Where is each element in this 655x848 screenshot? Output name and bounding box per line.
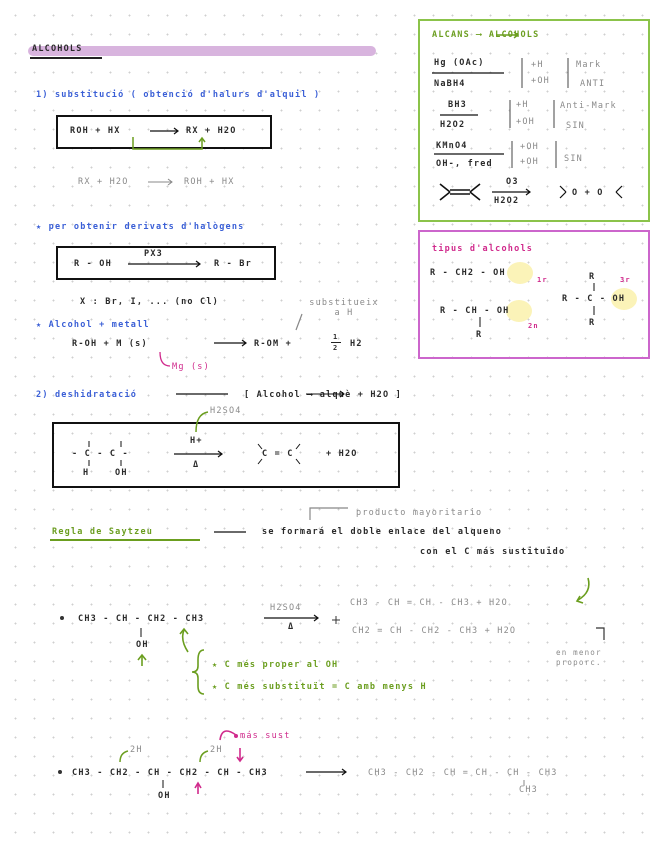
tipus-tertiary-r-bottom: R [589,318,596,328]
alcans-r1-bottom: NaBH4 [434,79,466,89]
metal-annotation: substitueix a H [309,298,379,318]
alcans-r1-right-top: Mark [576,60,602,70]
example-1-minor-note: en menor proporc. [556,648,602,667]
example-2-product-ch3: CH3 [519,785,538,795]
example-2-2h-a: 2H [130,745,143,755]
example-1-green-brace [192,650,204,694]
example-1-reagent-top: H2SO4 [270,603,302,613]
example-2-reactant: CH3 - CH2 - CH - CH2 - CH - CH3 [72,768,268,778]
metal-equation-right: R-OM + [254,339,292,349]
saytzeu-rule-text-1: se formará el doble enlace del alqueno [262,527,503,537]
metal-arrow [214,340,246,346]
example-1-major-product: CH3 - CH = CH - CH3 + H2O [350,598,508,608]
tipus-tertiary-label: 3r [620,276,631,284]
alcans-r2-mid-bottom: +OH [516,117,535,127]
example-2-arrow [306,769,346,775]
tipus-secondary-r: R [476,330,483,340]
halogen-reactant: R - OH [74,259,112,269]
alcans-r2-top: BH3 [448,100,467,110]
metal-equation-left: R-OH + M (s) [72,339,148,349]
alcans-title-arrow [496,32,518,38]
tipus-secondary: R - CH - OH [440,306,510,316]
section-2-heading: 2) deshidratació [36,390,138,400]
halogen-reagent: PX3 [144,249,163,259]
example-1-reactant: CH3 - CH - CH2 - CH3 [78,614,205,624]
ozonolysis-arrow [492,189,530,195]
alcans-r1-mid-top: +H [531,60,544,70]
metal-fraction-denominator: 2 [333,344,339,352]
example-1-minor-product: CH2 = CH - CH2 - CH3 + H2O [352,626,517,636]
dehydration-product: C = C [262,449,294,459]
alcans-r2-right-bottom: SIN [566,121,585,131]
saytzeu-major-note: producto mayoritario [356,508,483,518]
alcans-r2-mid-top: +H [516,100,529,110]
alcans-r3-mid-bottom: +OH [520,157,539,167]
saytzeu-rule-label: Regla de Saytzeu [52,527,154,537]
example-2-bullet-dot [58,770,62,774]
dehydration-arrow-bottom: Δ [193,460,200,470]
example-1-reactant-oh: OH [136,640,149,650]
alcans-r1-right-bottom: ANTI [580,79,606,89]
alcans-r3-bottom: OH-, fred [436,159,493,169]
alcans-r3-top: KMnO4 [436,141,468,151]
saytzeu-note-bracket [310,508,348,520]
example-2-green-hook-b [200,751,208,762]
alcans-r1-top: Hg (OAc) [434,58,485,68]
dehydration-summary-arrow [306,391,344,397]
example-2-mas-sust: más sust [240,731,291,741]
tipus-title: tipus d'alcohols [432,244,534,254]
catalyst-hook [196,412,208,432]
halogen-heading: ★ per obtenir derivats d'halògens [36,222,245,232]
alcans-r3-mid-top: +OH [520,142,539,152]
dehydration-product-bonds [258,444,300,464]
reverse-arrow [148,179,172,185]
alcans-r2-bottom: H2O2 [440,120,466,130]
dehydration-water: + H2O [326,449,358,459]
example-2-green-hook-a [120,751,128,762]
dehydration-arrow-top: H+ [190,436,203,446]
alcans-reaction-bars [432,73,504,154]
dehydration-box-arrow [174,451,222,457]
alcans-r1-mid-bottom: +OH [531,76,550,86]
reverse-reaction-right: ROH + HX [184,177,235,187]
example-2-product: CH3 - CH2 - CH = CH - CH - CH3 [368,768,558,778]
example-1-bullet-2: ★ C més substituït = C amb menys H [212,682,427,692]
mg-note-hook [160,352,170,366]
substitution-reactants: ROH + HX [70,126,121,136]
dehydration-catalyst: H2SO4 [210,406,242,416]
dehydration-reactant-h: H [83,468,90,478]
ozonolysis-top: O3 [506,177,519,187]
example-1-reagent-bottom: Δ [288,622,295,632]
example-1-arrow [264,615,318,621]
metal-fraction-numerator: 1 [333,333,339,341]
tipus-tertiary: R - C - OH [562,294,626,304]
tipus-tertiary-r-top: R [589,272,596,282]
alcans-r3-right: SIN [564,154,583,164]
example-1-bullet-dot [60,616,64,620]
alcans-separators [510,58,568,168]
dehydration-reactant: - C - C - [72,449,129,459]
ozonolysis-carbonyls [560,186,622,198]
tipus-primary: R - CH2 - OH [430,268,506,278]
section-1-heading: 1) substitució ( obtenció d'halurs d'alquil ) [36,90,321,100]
ozonolysis-bottom: H2O2 [494,196,520,206]
page-title: ALCOHOLS [32,44,83,54]
halogen-note: X : Br, I, ... (no Cl) [80,297,219,307]
example-1-bullet-1: ★ C més proper al OH [212,660,339,670]
metal-heading: ★ Alcohol + metall [36,320,150,330]
example-2-2h-b: 2H [210,745,223,755]
metal-h2: H2 [350,339,363,349]
ozonolysis-alkene [440,184,480,200]
reverse-reaction-left: RX + H2O [78,177,129,187]
substitution-exchange-arrow [133,137,205,149]
dehydration-reactant-oh: OH [115,468,128,478]
alcans-r2-right-top: Anti-Mark [560,101,617,111]
tipus-bonds [480,283,594,327]
dehydration-summary: [ Alcohol ⟶ alquè + H2O ] [244,390,402,400]
dehydration-reactant-bonds [89,441,121,466]
mas-sust-dot [234,734,238,738]
saytzeu-rule-text-2: con el C más sustituido [420,547,566,557]
alcans-title: ALCANS ⟶ ALCOHOLS [432,30,540,40]
mg-note: Mg (s) [172,362,210,372]
halogen-product: R - Br [214,259,252,269]
minor-product-bracket [596,628,604,640]
ozonolysis-product: O + O [572,188,604,198]
tipus-secondary-label: 2n [528,322,539,330]
substitution-arrow [150,128,178,134]
example-2-reactant-oh: OH [158,791,171,801]
tipus-primary-label: 1r [537,276,548,284]
mas-sust-curve [220,731,236,740]
metal-annotation-tick [296,314,302,330]
substitution-products: RX + H2O [186,126,237,136]
halogen-arrow [128,261,200,267]
